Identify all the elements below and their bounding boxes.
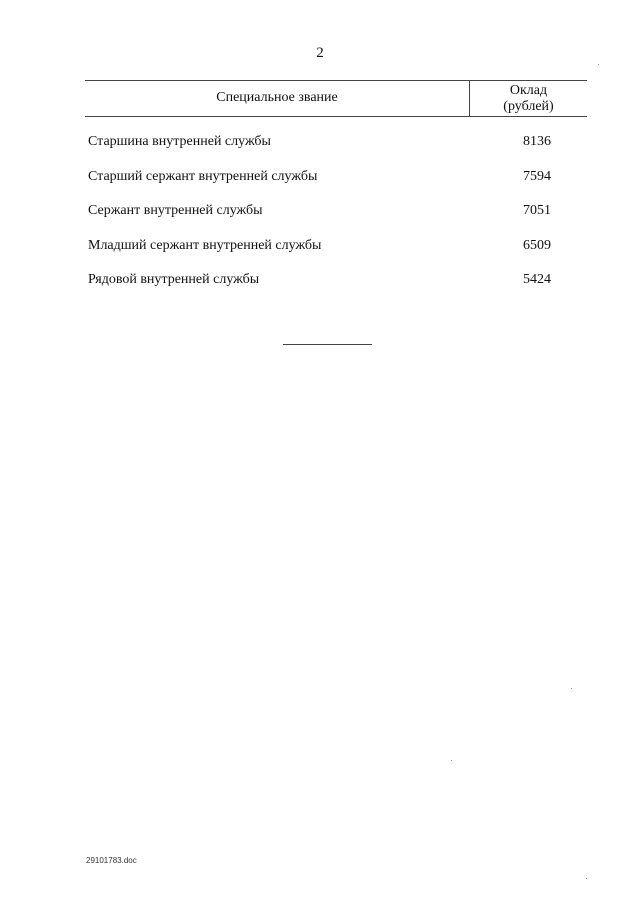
scan-speck [571, 688, 572, 689]
column-header-rank: Специальное звание [216, 90, 338, 105]
salary-cell: 8136 [523, 134, 551, 149]
salary-cell: 6509 [523, 237, 551, 253]
column-header-salary-line2: (рублей) [503, 99, 554, 114]
rank-cell: Сержант внутренней службы [88, 203, 263, 218]
end-of-table-rule [283, 344, 372, 345]
scan-speck [451, 760, 452, 761]
column-header-salary-line1: Оклад [509, 83, 548, 98]
table-header [85, 80, 587, 117]
table-row [88, 238, 588, 273]
document-footer-code: 29101783.doc [86, 856, 137, 865]
salary-cell: 7051 [523, 203, 551, 218]
scan-speck [586, 878, 587, 879]
table-row [88, 169, 588, 204]
column-header-salary [470, 83, 587, 115]
header-bottom-rule [85, 116, 587, 117]
table-row [88, 203, 588, 238]
page-number: 2 [316, 45, 324, 61]
table-row [88, 272, 588, 307]
salary-cell: 5424 [523, 272, 551, 287]
table-row [88, 134, 588, 169]
rank-cell: Старший сержант внутренней службы [88, 168, 318, 184]
rank-cell: Старшина внутренней службы [88, 134, 271, 149]
header-top-rule [85, 80, 587, 81]
rank-cell: Рядовой внутренней службы [88, 272, 260, 287]
rank-cell: Младший сержант внутренней службы [88, 237, 322, 253]
scan-speck [598, 64, 599, 65]
table-body [88, 134, 588, 307]
salary-cell: 7594 [523, 168, 551, 184]
